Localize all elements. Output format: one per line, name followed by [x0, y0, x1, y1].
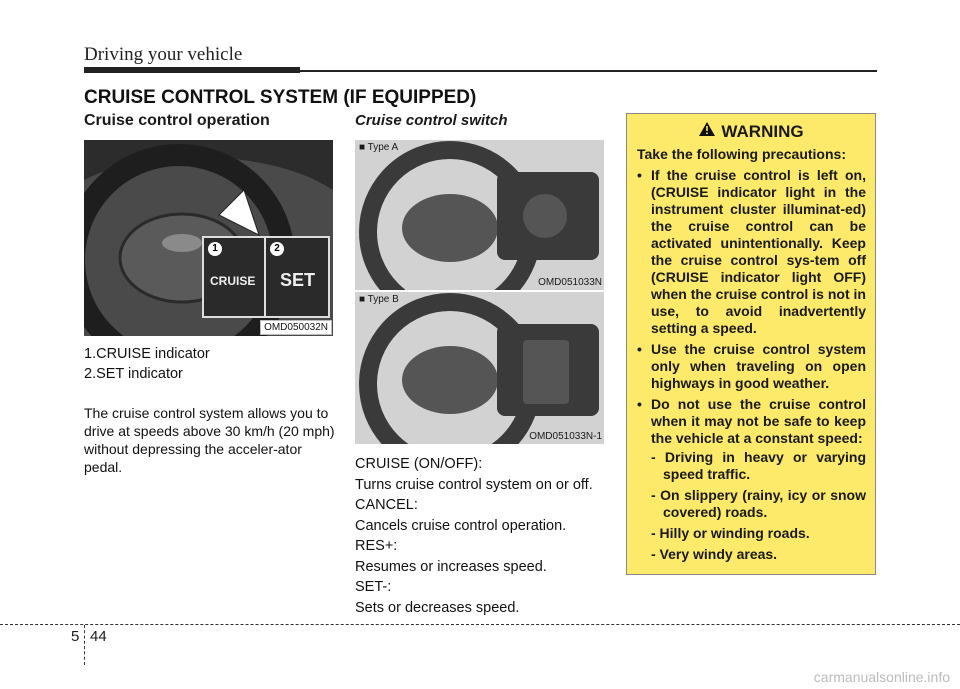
indicator-inset	[202, 236, 330, 318]
page-number: 44	[90, 628, 107, 645]
image-code: OMD050032N	[260, 320, 332, 335]
switch-line: Resumes or increases speed.	[355, 558, 547, 575]
cruise-switch-heading: Cruise control switch	[355, 112, 508, 129]
type-b-label: ■ Type B	[359, 294, 399, 305]
warning-item-text: Do not use the cruise control when it may not be safe to keep the vehicle at a constant speed:	[651, 396, 866, 446]
switch-line: SET-:	[355, 579, 392, 595]
warning-list	[637, 167, 866, 563]
warning-title: WARNING	[721, 121, 804, 141]
steering-wheel-type-a	[355, 140, 604, 290]
set-indicator-label: SET	[280, 270, 316, 290]
warning-subitem: - Very windy areas.	[651, 546, 778, 562]
warning-intro: Take the following precautions:	[637, 146, 846, 162]
switch-line: Sets or decreases speed.	[355, 599, 520, 616]
switch-descriptions	[355, 454, 615, 618]
warning-header	[637, 122, 866, 140]
footer-rule	[0, 624, 960, 625]
callout-1: 1	[208, 242, 222, 256]
image-code: OMD051033N-1	[529, 431, 602, 442]
type-a-label: ■ Type A	[359, 142, 399, 153]
warning-subitem: - Driving in heavy or varying speed traffic.	[651, 449, 866, 482]
warning-box	[626, 113, 876, 575]
warning-item	[637, 396, 866, 563]
steering-wheel-type-b	[355, 292, 604, 444]
header-rule-thick	[84, 67, 300, 73]
intro-paragraph: The cruise control system allows you to drive at speeds above 30 km/h (20 mph) without depressing the acceler-ator pedal.	[84, 405, 335, 475]
switch-line: CANCEL:	[355, 497, 418, 513]
dashboard-photo	[84, 140, 333, 336]
image-code: OMD051033N	[538, 277, 602, 288]
switch-line: CRUISE (ON/OFF):	[355, 456, 483, 472]
warning-sublist	[651, 449, 866, 563]
warning-item: • Use the cruise control system only when traveling on open highways in good weather.	[637, 341, 866, 392]
list-item: 1.CRUISE indicator	[84, 346, 210, 362]
section-title: CRUISE CONTROL SYSTEM (IF EQUIPPED)	[84, 87, 477, 108]
cruise-indicator-label: CRUISE	[210, 274, 256, 288]
list-item: 2.SET indicator	[84, 366, 183, 382]
warning-item: • If the cruise control is left on, (CRUISE indicator light in the instrument cluster illuminat-ed) the cruise control can be activated unintentionally. Keep the cruise control sys-tem off (CRUISE indicator light OFF) when the cruise control is not in use, to avoid inadvertently setting a speed.	[637, 167, 866, 337]
switch-line: RES+:	[355, 538, 398, 554]
chapter-number: 5	[71, 628, 80, 645]
footer-divider	[84, 625, 85, 665]
indicator-list	[84, 344, 334, 384]
switch-line: Cancels cruise control operation.	[355, 517, 567, 534]
chapter-title: Driving your vehicle	[84, 44, 243, 65]
watermark: carmanualsonline.info	[813, 669, 950, 685]
cruise-operation-heading: Cruise control operation	[84, 112, 270, 129]
warning-subitem: - On slippery (rainy, icy or snow covered) roads.	[651, 487, 866, 520]
warning-subitem: - Hilly or winding roads.	[651, 525, 810, 541]
callout-2: 2	[270, 242, 284, 256]
header-rule-thin	[300, 70, 877, 72]
switch-line: Turns cruise control system on or off.	[355, 476, 593, 493]
warning-icon	[699, 122, 715, 140]
